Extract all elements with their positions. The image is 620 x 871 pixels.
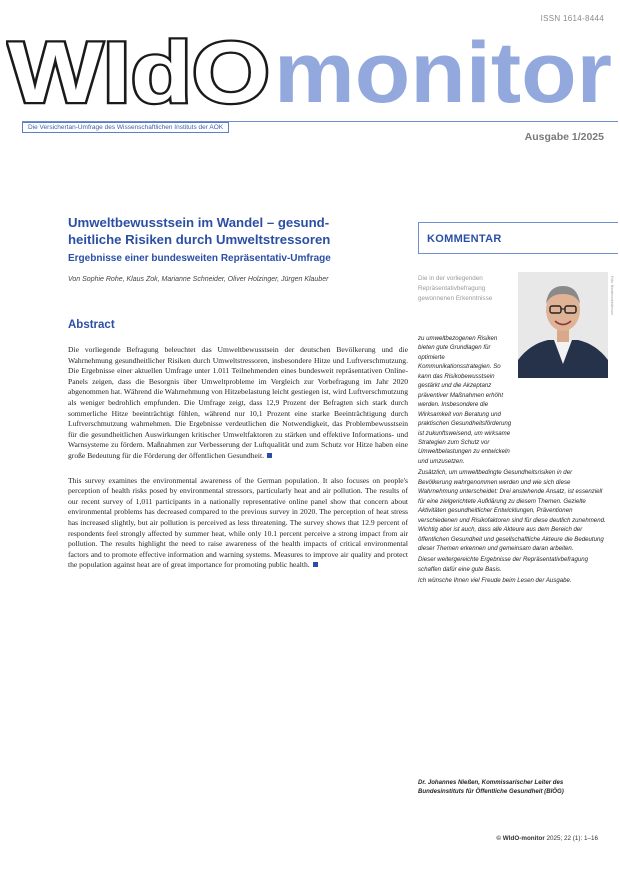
logo-wido: WIdO: [8, 30, 270, 110]
article-title-line-1: Umweltbewusstsein im Wandel – gesund-: [68, 215, 330, 230]
footer-publication: © WIdO-monitor: [496, 835, 545, 842]
masthead-logo: [6, 30, 616, 110]
abstract-english-text: This survey examines the environmental awareness of the German population. It also focuses on people's perception of health risks posed by environmental stressors, particularly heat and air pollution. The results of our recent survey of 1,011 participants in a nationally representative online panel show that concern about environmental problems has decreased compared to the previous survey in 2020. The perception of heat stress has increased slightly, but air pollution is perceived as less threatening. The survey shows that 12.9 percent of respondents feel strongly affected by summer heat, while only 10.1 percent perceive a strong impact from air pollution. The results highlight the need to raise awareness of the health impacts of critical environmental factors and to promote effective information and warning systems. Measures to improve air quality and protect the population against heat are of great importance for promoting public health.: [68, 475, 408, 570]
article-main-column: [68, 214, 408, 571]
article-title: [68, 214, 408, 248]
article-title-line-2: heitliche Risiken durch Umweltstressoren: [68, 232, 331, 247]
logo-monitor: monitor: [274, 30, 612, 110]
photo-caption: Foto: Bundesministerium: [610, 276, 614, 315]
issn-number: ISSN 1614-8444: [540, 14, 604, 23]
abstract-english: [68, 476, 408, 571]
comment-paragraph-3: Dieser weitergereichte Ergebnisse der Repräsentativbefragung schaffen dafür eine gute Basis.: [418, 556, 589, 573]
comment-header: [418, 222, 618, 254]
masthead-tagline: Die Versichertan-Umfrage des Wissenschaftlichen Instituts der AOK: [22, 122, 229, 133]
comment-paragraph-1: zu umweltbezogenen Risiken bieten gute Grundlagen für optimierte Kommunikationsstrategien. So kann das Risikobewusstsein gestärkt und die Akzeptanz präventiver Maßnahmen erhöht werden. Insbesondere die Wirksamkeit von Beratung und praktischen Gesundheitsförderung ist zukunftsweisend, um wirksame Strategien zum Schutz vor Umweltbelastungen zu entwickeln und umzusetzen.: [418, 335, 512, 465]
abstract-german: [68, 345, 408, 462]
end-square-icon: [267, 453, 272, 458]
article-authors: Von Sophie Rohe, Klaus Zok, Marianne Schneider, Oliver Holzinger, Jürgen Klauber: [68, 276, 329, 283]
comment-paragraph-2: Zusätzlich, um umweltbedingte Gesundheitsrisiken in der Bevölkerung wahrgenommen werden und wie sich diese Wahrnehmung unterscheidet: Drei anstehende Ansatz, ist essenziell für eine zielgerichtete Aufklärung zu diesem Themen. Gezielte Aktivitäten gesundheitlicher Entwicklungen, Präventionen verschiedenen und Risikofaktoren sind für diese deutlich zunehmend. Wichtig aber ist auch, dass alle Akteure aus dem Bereich der öffentlichen Gesundheit und gesellschaftliche Akteure die Bedeutung dieser Themen erkennen und gemeinsam daran arbeiten.: [418, 469, 606, 552]
comment-body: [418, 334, 606, 588]
comment-intro: Die in der vorliegenden Repräsentativbefragung gewonnenen Erkenntnisse: [418, 275, 493, 302]
footer-citation: 2025; 22 (1): 1–16: [546, 835, 598, 842]
page-footer: [496, 835, 598, 842]
abstract-german-text: Die vorliegende Befragung beleuchtet das Umweltbewusstsein der deutschen Bevölkerung und die Wahrnehmung gesundheitlicher Risiken durch Umweltstressoren, insbesondere Hitze und Luftverschmutzung. Die Ergebnisse einer aktuellen Umfrage unter 1.011 Teilnehmenden eines bundesweit repräsentativen Online-Panels zeigen, dass die Besorgnis über Umweltprobleme im Vergleich zur Vorbefragung im Jahr 2020 abgenommen hat. Während die Wahrnehmung von Hitzebelastung leicht gestiegen ist, wird Luftverschmutzung als weniger bedrohlich empfunden. Die Umfrage zeigt, dass 12,9 Prozent der Befragten sich stark durch sommerliche Hitze beeinträchtigt fühlen, während nur 10,1 Prozent eine starke Beeinträchtigung durch Luftverschmutzung wahrnehmen. Die Ergebnisse verdeutlichen die Notwendigkeit, das Problembewusstsein für die gesundheitlichen Auswirkungen kritischer Umweltfaktoren zu stärken und effektive Informations- und Warnsysteme zu fördern. Maßnahmen zur Verbesserung der Luftqualität und zum Schutz vor Hitze haben eine große Bedeutung für die Förderung der öffentlichen Gesundheit.: [68, 345, 408, 460]
comment-closing: Ich wünsche Ihnen viel Freude beim Lesen der Ausgabe.: [418, 577, 572, 585]
comment-box: [418, 222, 618, 254]
comment-heading: KOMMENTAR: [427, 233, 502, 245]
article-subtitle: Ergebnisse einer bundesweiten Repräsentativ-Umfrage: [68, 253, 331, 264]
comment-signature: Dr. Johannes Nießen, Kommissarischer Leiter des Bundesinstituts für Öffentliche Gesundheit (BIÖG): [418, 779, 564, 796]
issue-number: Ausgabe 1/2025: [524, 131, 604, 143]
abstract-heading: Abstract: [68, 319, 115, 331]
end-square-icon: [313, 562, 318, 567]
